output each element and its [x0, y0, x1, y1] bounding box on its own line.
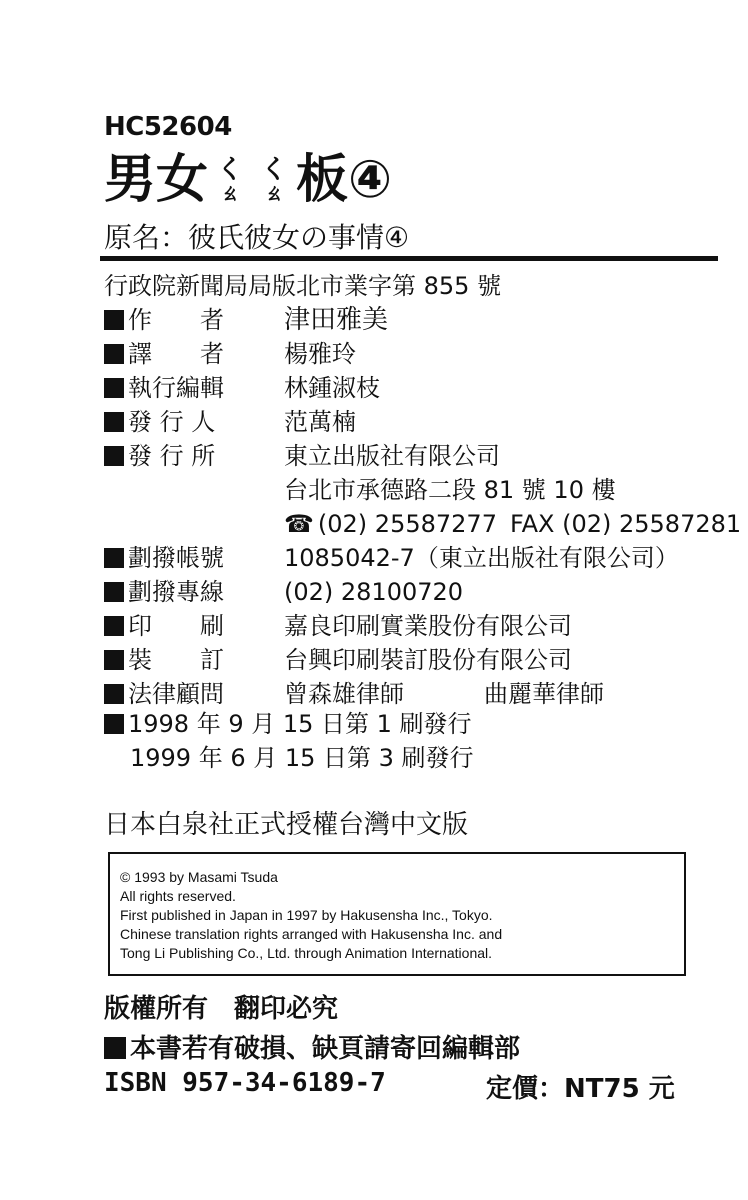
isbn: ISBN 957-34-6189-7	[104, 1068, 386, 1098]
copyright-box	[108, 852, 686, 976]
credit-value: (02) 28100720	[284, 578, 464, 606]
title-part1: 男女	[104, 150, 209, 210]
copyright-line: First published in Japan in 1997 by Hakusensha Inc., Tokyo.	[120, 907, 493, 923]
credit-label: 裝 訂	[128, 646, 224, 674]
credit-label: 發 行 人	[128, 408, 216, 436]
copyright-line: All rights reserved.	[120, 888, 236, 904]
title-kuku-top-1: く	[217, 155, 244, 185]
credit-label: 作 者	[128, 306, 224, 334]
bullet-square-icon	[104, 344, 124, 364]
title-kuku-top-2: く	[261, 155, 288, 185]
bullet-square-icon	[104, 616, 124, 636]
catalog-code: HC52604	[104, 112, 232, 142]
bullet-square-icon	[104, 1037, 126, 1059]
credit-row-transfer-account	[104, 542, 679, 574]
credit-value: 津田雅美	[284, 305, 389, 335]
print-date-third: 1999 年 6 月 15 日第 3 刷發行	[130, 744, 474, 772]
credit-value-secondary: 曲麗華律師	[484, 680, 604, 708]
license-number: 行政院新聞局局版北市業字第 855 號	[104, 272, 502, 300]
credit-row-editor	[104, 372, 380, 404]
bullet-square-icon	[104, 378, 124, 398]
credit-value: 楊雅玲	[284, 340, 356, 368]
rights-notice: 版權所有 翻印必究	[104, 994, 339, 1024]
credit-row-printing	[104, 610, 572, 642]
credit-row-publisher	[104, 406, 356, 438]
credit-value: 曾森雄律師	[284, 680, 404, 708]
publisher-contact	[284, 508, 742, 540]
credit-value: 1085042-7（東立出版社有限公司）	[284, 544, 679, 572]
copyright-line: Tong Li Publishing Co., Ltd. through Animation International.	[120, 945, 493, 961]
credit-value: 嘉良印刷實業股份有限公司	[284, 612, 572, 640]
authorization-notice: 日本白泉社正式授權台灣中文版	[104, 810, 469, 840]
bullet-square-icon	[104, 310, 124, 330]
bullet-square-icon	[104, 446, 124, 466]
publisher-address: 台北市承德路二段 81 號 10 樓	[284, 476, 616, 504]
bullet-square-icon	[104, 650, 124, 670]
title-kuku-bottom-1: ㄠ	[220, 181, 241, 205]
telephone-icon: ☎	[284, 510, 314, 538]
bullet-square-icon	[104, 684, 124, 704]
copyright-line: © 1993 by Masami Tsuda	[120, 869, 278, 885]
copyright-line: Chinese translation rights arranged with Hakusensha Inc. and	[120, 926, 503, 942]
book-title	[104, 148, 392, 212]
fax-number: FAX (02) 25587281	[510, 510, 742, 538]
credit-label: 發 行 所	[128, 442, 216, 470]
bullet-square-icon	[104, 582, 124, 602]
bullet-square-icon	[104, 412, 124, 432]
bullet-square-icon	[104, 548, 124, 568]
credit-row-translator	[104, 338, 356, 370]
credit-label: 執行編輯	[128, 374, 224, 402]
title-kuku-1	[210, 157, 250, 203]
original-title: 原名：彼氏彼女の事情④	[104, 221, 410, 254]
credit-value: 台興印刷裝訂股份有限公司	[284, 646, 572, 674]
credit-value: 范萬楠	[284, 408, 356, 436]
price: 定價：NT75 元	[486, 1074, 675, 1104]
credit-label: 劃撥專線	[128, 578, 224, 606]
damage-notice	[104, 1028, 520, 1065]
divider-rule	[100, 256, 718, 261]
credit-label: 印 刷	[128, 612, 224, 640]
credit-value: 林鍾淑枝	[284, 374, 380, 402]
credit-row-binding	[104, 644, 572, 676]
credit-row-author	[104, 304, 389, 336]
damage-notice-text: 本書若有破損、缺頁請寄回編輯部	[130, 1034, 521, 1064]
title-kuku-bottom-2: ㄠ	[264, 181, 285, 205]
credit-row-publishing-house	[104, 440, 500, 472]
title-part2: 板④	[296, 150, 393, 210]
phone-number: (02) 25587277	[317, 510, 497, 538]
title-kuku-2	[254, 157, 294, 203]
credit-value: 東立出版社有限公司	[284, 442, 500, 470]
credit-label: 譯 者	[128, 340, 224, 368]
print-date-first	[104, 704, 472, 739]
print-date-text: 1998 年 9 月 15 日第 1 刷發行	[128, 710, 472, 738]
credit-label: 劃撥帳號	[128, 544, 224, 572]
bullet-square-icon	[104, 714, 124, 734]
credit-label: 法律顧問	[128, 680, 224, 708]
credit-row-transfer-line	[104, 576, 464, 608]
